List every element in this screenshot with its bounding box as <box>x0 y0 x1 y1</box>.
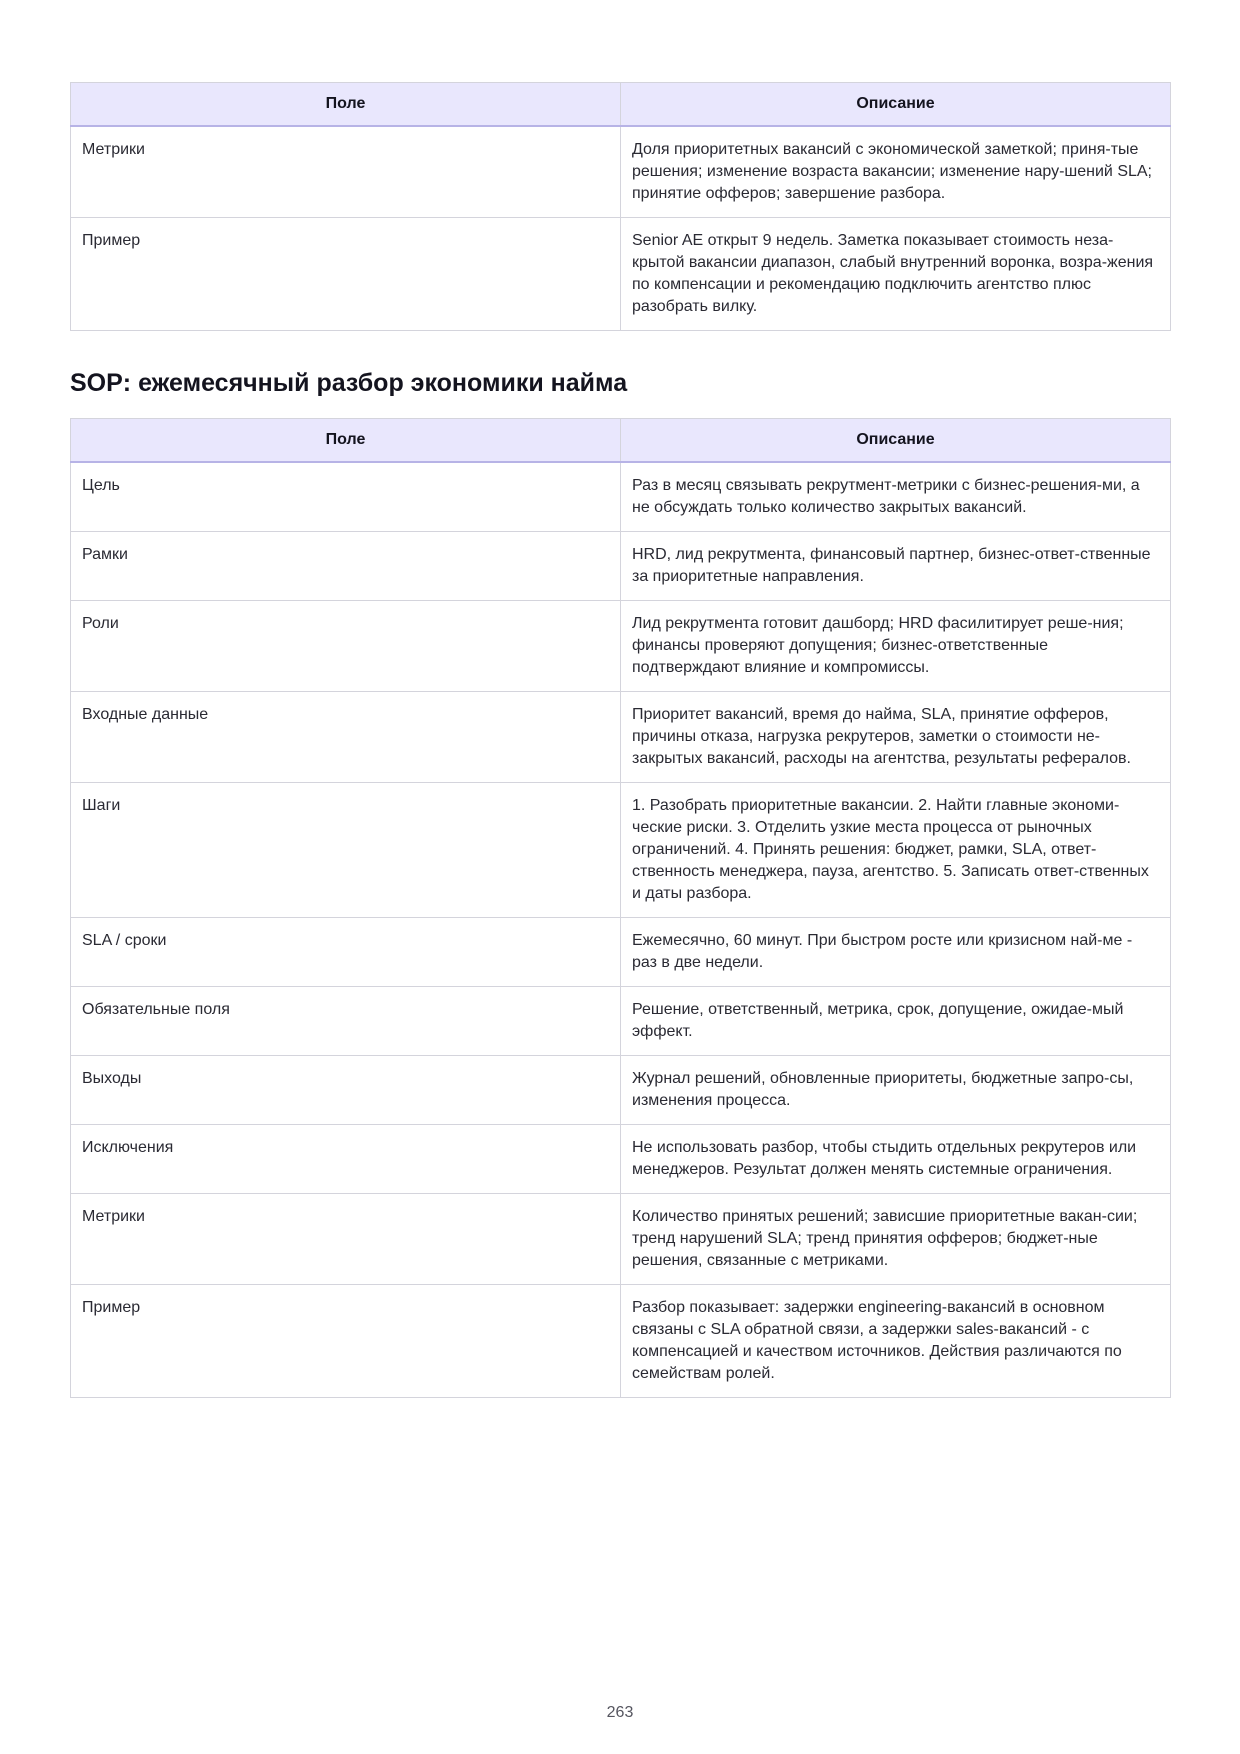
table-metrics-example <box>70 82 1171 331</box>
description-cell: Ежемесячно, 60 минут. При быстром росте или кризисном най-ме - раз в две недели. <box>621 918 1171 987</box>
column-header-field: Поле <box>71 419 621 463</box>
table-sop <box>70 418 1171 1398</box>
table-row <box>71 601 1171 692</box>
table-row <box>71 218 1171 331</box>
description-cell: Журнал решений, обновленные приоритеты, бюджетные запро-сы, изменения процесса. <box>621 1056 1171 1125</box>
field-cell: Пример <box>71 1285 621 1398</box>
description-cell: HRD, лид рекрутмента, финансовый партнер, бизнес-ответ-ственные за приоритетные направления. <box>621 532 1171 601</box>
field-cell: Обязательные поля <box>71 987 621 1056</box>
field-cell: Пример <box>71 218 621 331</box>
field-cell: SLA / сроки <box>71 918 621 987</box>
table-row <box>71 918 1171 987</box>
table-header-row <box>71 419 1171 463</box>
description-cell: Решение, ответственный, метрика, срок, допущение, ожидае-мый эффект. <box>621 987 1171 1056</box>
table-row <box>71 1194 1171 1285</box>
table-row <box>71 462 1171 532</box>
description-cell: 1. Разобрать приоритетные вакансии. 2. Найти главные экономи-ческие риски. 3. Отделить узкие места процесса от рыночных ограничений. 4. Принять решения: бюджет, рамки, SLA, ответ-ственность менеджера, пауза, агентство. 5. Записать ответ-ственных и даты разбора. <box>621 783 1171 918</box>
table-row <box>71 783 1171 918</box>
table-header-row <box>71 83 1171 127</box>
table-row <box>71 126 1171 218</box>
description-cell: Раз в месяц связывать рекрутмент-метрики с бизнес-решения-ми, а не обсуждать только количество закрытых вакансий. <box>621 462 1171 532</box>
field-cell: Шаги <box>71 783 621 918</box>
field-cell: Рамки <box>71 532 621 601</box>
column-header-field: Поле <box>71 83 621 127</box>
section-title: SOP: ежемесячный разбор экономики найма <box>70 369 628 397</box>
description-cell: Не использовать разбор, чтобы стыдить отдельных рекрутеров или менеджеров. Результат должен менять системные ограничения. <box>621 1125 1171 1194</box>
description-cell: Приоритет вакансий, время до найма, SLA, принятие офферов, причины отказа, нагрузка рекрутеров, заметки о стоимости не-закрытых вакансий, расходы на агентства, результаты рефералов. <box>621 692 1171 783</box>
table-row <box>71 1056 1171 1125</box>
column-header-description: Описание <box>621 83 1171 127</box>
page-number: 263 <box>606 1704 634 1721</box>
field-cell: Исключения <box>71 1125 621 1194</box>
page-content <box>70 82 1170 1398</box>
table-row <box>71 532 1171 601</box>
field-cell: Выходы <box>71 1056 621 1125</box>
description-cell: Разбор показывает: задержки engineering-вакансий в основном связаны с SLA обратной связи, а задержки sales-вакансий - с компенсацией и качеством источников. Действия различаются по семействам ролей. <box>621 1285 1171 1398</box>
description-cell: Лид рекрутмента готовит дашборд; HRD фасилитирует реше-ния; финансы проверяют допущения; бизнес-ответственные подтверждают влияние и компромиссы. <box>621 601 1171 692</box>
description-cell: Senior AE открыт 9 недель. Заметка показывает стоимость неза-крытой вакансии диапазон, слабый внутренний воронка, возра-жения по компенсации и рекомендацию подключить агентство плюс разобрать вилку. <box>621 218 1171 331</box>
description-cell: Количество принятых решений; зависшие приоритетные вакан-сии; тренд нарушений SLA; тренд принятия офферов; бюджет-ные решения, связанные с метриками. <box>621 1194 1171 1285</box>
table-row <box>71 692 1171 783</box>
description-cell: Доля приоритетных вакансий с экономической заметкой; приня-тые решения; изменение возраста вакансии; изменение нару-шений SLA; принятие офферов; завершение разбора. <box>621 126 1171 218</box>
field-cell: Цель <box>71 462 621 532</box>
field-cell: Входные данные <box>71 692 621 783</box>
table-row <box>71 987 1171 1056</box>
table-row <box>71 1285 1171 1398</box>
field-cell: Роли <box>71 601 621 692</box>
field-cell: Метрики <box>71 126 621 218</box>
table-row <box>71 1125 1171 1194</box>
field-cell: Метрики <box>71 1194 621 1285</box>
column-header-description: Описание <box>621 419 1171 463</box>
